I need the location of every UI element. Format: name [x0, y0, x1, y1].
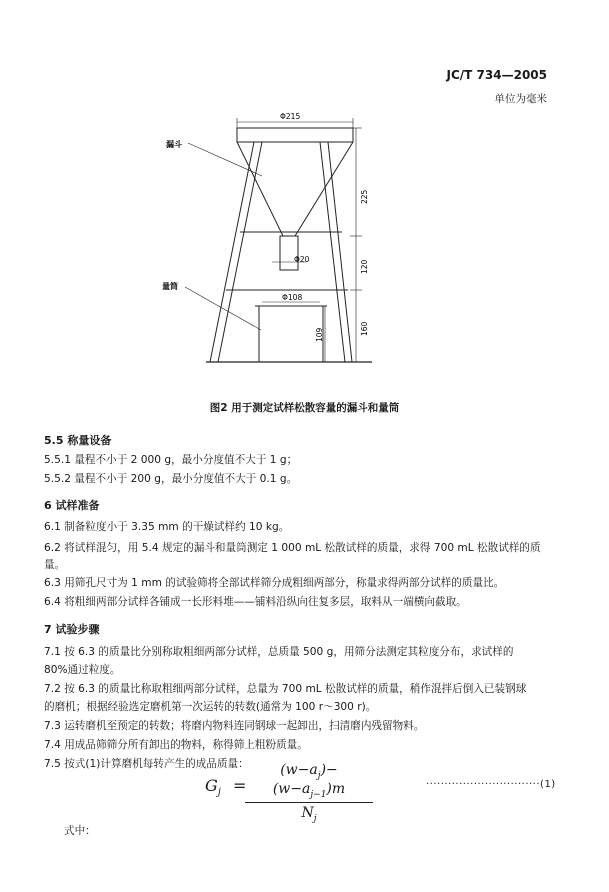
- funnel-cone: [237, 142, 353, 236]
- funnel-label: 漏斗: [166, 140, 182, 149]
- clause-6-1: 6.1 制备粒度小于 3.35 mm 的干燥试样约 10 kg。: [44, 521, 290, 533]
- where-label: 式中：: [64, 825, 96, 837]
- stand-leg-right-outer: [328, 142, 352, 362]
- dim-top-diameter: Φ215: [280, 112, 301, 121]
- dim-funnel-height: 225: [360, 189, 369, 204]
- dim-spout-diameter: Φ20: [294, 255, 310, 264]
- funnel-rim: [237, 128, 353, 142]
- formula-1: [205, 762, 375, 824]
- stand-leg-left-inner: [218, 142, 262, 362]
- clause-7-2: 7.2 按 6.3 的质量比称取粗细两部分试样，总量为 700 mL 松散试样的质量，稍作混拌后倒入已装钢球: [44, 683, 527, 695]
- formula-number: ·······························(1): [426, 779, 556, 790]
- unit-note: 单位为毫米: [494, 93, 547, 105]
- clause-7-1-cont: 80%通过粒度。: [44, 664, 121, 676]
- formula-denominator: $N_j$: [301, 804, 317, 824]
- formula-equals: =: [233, 776, 247, 795]
- clause-5-5-2: 5.5.2 量程不小于 200 g，最小分度值不大于 0.1 g。: [44, 473, 298, 485]
- clause-6-2-cont: 量。: [44, 559, 66, 571]
- stand-leg-left-outer: [210, 142, 254, 362]
- clause-7-1: 7.1 按 6.3 的质量比分别称取粗细两部分试样，总质量 500 g，用筛分法测定其粒度分布，求试样的: [44, 646, 514, 658]
- clause-5-5-1: 5.5.1 量程不小于 2 000 g，最小分度值不大于 1 g；: [44, 454, 298, 466]
- dim-cylinder-height: 109: [315, 327, 324, 342]
- section-7-title: 7 试验步骤: [44, 623, 100, 636]
- formula-lhs: $G_j$: [205, 776, 221, 799]
- clause-7-4: 7.4 用成品筛筛分所有卸出的物料，称得筛上粗粉质量。: [44, 739, 308, 751]
- clause-6-3: 6.3 用筛孔尺寸为 1 mm 的试验筛将全部试样筛分成粗细两部分，称量求得两部分试样的质量比。: [44, 577, 505, 589]
- formula-fraction: [245, 762, 373, 823]
- cylinder-leader: [185, 287, 261, 330]
- section-6-title: 6 试样准备: [44, 499, 100, 512]
- dim-cylinder-diameter: Φ108: [282, 293, 303, 302]
- funnel-cylinder-figure: [0, 0, 609, 395]
- standard-code: JC/T 734—2005: [446, 68, 547, 82]
- measuring-cylinder: [259, 306, 323, 362]
- funnel-spout: [280, 236, 298, 270]
- formula-numerator: $(w-a_j)-(w-a_{j-1})m$: [245, 762, 373, 803]
- dim-stand-height: 160: [360, 321, 369, 336]
- clause-7-3: 7.3 运转磨机至预定的转数；将磨内物料连同钢球一起卸出，扫清磨内残留物料。: [44, 720, 425, 732]
- figure-caption: 图2 用于测定试样松散容量的漏斗和量筒: [209, 402, 400, 414]
- section-5-5-title: 5.5 称量设备: [44, 434, 112, 447]
- cylinder-label: 量筒: [162, 282, 178, 291]
- dim-gap: 120: [360, 259, 369, 274]
- clause-6-4: 6.4 将粗细两部分试样各铺成一长形料堆——铺料沿纵向往复多层，取料从一端横向截取。: [44, 596, 467, 608]
- clause-7-5: 7.5 按式(1)计算磨机每转产生的成品质量：: [44, 758, 249, 770]
- clause-7-2-cont: 的磨机；根据经验选定磨机第一次运转的转数(通常为 100 r～300 r)。: [44, 701, 377, 713]
- clause-6-2: 6.2 将试样混匀，用 5.4 规定的漏斗和量筒测定 1 000 mL 松散试样的质量，求得 700 mL 松散试样的质: [44, 542, 541, 554]
